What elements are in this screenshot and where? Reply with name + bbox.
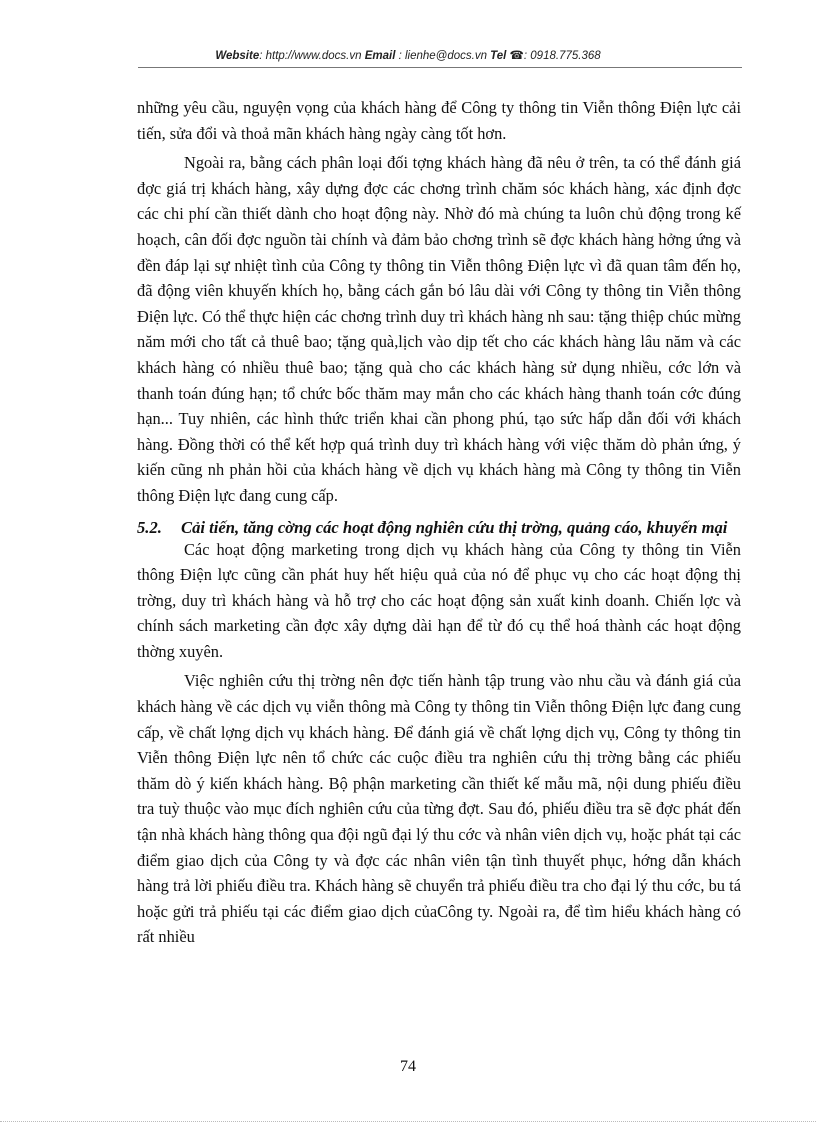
- page-header: [0, 48, 816, 62]
- tel-label: Tel ☎: [490, 50, 524, 62]
- section-heading: [137, 519, 741, 537]
- section-title: Cải tiến, tăng cờng các hoạt động nghiên cứu thị trờng, quảng cáo, khuyến mại: [181, 517, 728, 537]
- page-number: 74: [400, 1058, 416, 1075]
- header-divider: [138, 67, 742, 68]
- paragraph-market-research: Việc nghiên cứu thị trờng nên đợc tiến hành tập trung vào nhu cầu và đánh giá của khách hàng về các dịch vụ viễn thông mà Công ty thông tin Viễn thông Điện lực đang cung cấp, về chất lợng dịch vụ khách hàng. Để đánh giá về chất lợng dịch vụ, Công ty thông tin Viễn thông Điện lực nên tổ chức các cuộc điều tra nghiên cứu thị trờng bằng các phiếu thăm dò ý kiến khách hàng. Bộ phận marketing cần thiết kế mẫu mã, nội dung phiếu điều tra tuỳ thuộc vào mục đích nghiên cứu của từng đợt. Sau đó, phiếu điều tra sẽ đợc phát đến tận nhà khách hàng thông qua đội ngũ đại lý thu cớc và nhân viên dịch vụ, hoặc phát tại các điểm giao dịch của Công ty và đợc các nhân viên tận tình thuyết phục, hớng dẫn khách hàng trả lời phiếu điều tra. Khách hàng sẽ chuyển trả phiếu điều tra cho đại lý thu cớc, bu tá hoặc gửi trả phiếu tại các điểm giao dịch củaCông ty. Ngoài ra, để tìm hiểu khách hàng có rất nhiều: [137, 671, 741, 947]
- email-label: Email: [364, 50, 396, 62]
- paragraph-continuation: những yêu cầu, nguyện vọng của khách hàng để Công ty thông tin Viễn thông Điện lực cải tiến, sửa đổi và thoả mãn khách hàng ngày càng tốt hơn.: [137, 98, 741, 143]
- website-value: : http://www.docs.vn: [259, 50, 365, 62]
- page-body: [137, 95, 741, 950]
- website-label: Website: [215, 50, 260, 62]
- tel-value: : 0918.775.368: [523, 50, 601, 62]
- paragraph-marketing: Các hoạt động marketing trong dịch vụ khách hàng của Công ty thông tin Viễn thông Điện lực cũng cần phát huy hết hiệu quả của nó để phục vụ cho các hoạt động thị trờng, duy trì khách hàng và hỗ trợ cho các hoạt động sản xuất kinh doanh. Chiến lợc và chính sách marketing cần đợc xây dựng dài hạn để từ đó cụ thể hoá thành các hoạt động thờng xuyên.: [137, 539, 741, 661]
- page-bottom-divider: [0, 1121, 816, 1122]
- section-number: 5.2.: [137, 517, 162, 537]
- paragraph-customer-programs: Ngoài ra, bằng cách phân loại đối tợng khách hàng đã nêu ở trên, ta có thể đánh giá đợc giá trị khách hàng, xây dựng đợc các chơng trình chăm sóc khách hàng, xác định đợc các chi phí cần thiết dành cho hoạt động này. Nhờ đó mà chúng ta luôn chủ động trong kế hoạch, cân đối đợc nguồn tài chính và đảm bảo chơng trình sẽ đợc khách hàng hởng ứng và đền đáp lại sự nhiệt tình của Công ty thông tin Viễn thông Điện lực vì đã quan tâm đến họ, đã động viên khuyến khích họ, bằng cách gắn bó lâu dài với Công ty thông tin Viễn thông Điện lực. Có thể thực hiện các chơng trình duy trì khách hàng nh sau: tặng thiệp chúc mừng năm mới cho tất cả thuê bao; tặng quà,lịch vào dịp tết cho các khách hàng lâu năm và các khách hàng có nhiều thuê bao; tặng quà cho các khách hàng sử dụng nhiều, cớc lớn và thanh toán đúng hạn; tổ chức bốc thăm may mắn cho các khách hàng thanh toán cớc đúng hạn... Tuy nhiên, các hình thức triển khai cần phong phú, tạo sức hấp dẫn đối với khách hàng. Đồng thời có thể kết hợp quá trình duy trì khách hàng với việc thăm dò phản ứng, ý kiến cũng nh phản hồi của khách hàng về dịch vụ khách hàng mà Công ty thông tin Viễn thông Điện lực đang cung cấp.: [137, 153, 741, 505]
- email-value: : lienhe@docs.vn: [395, 50, 491, 62]
